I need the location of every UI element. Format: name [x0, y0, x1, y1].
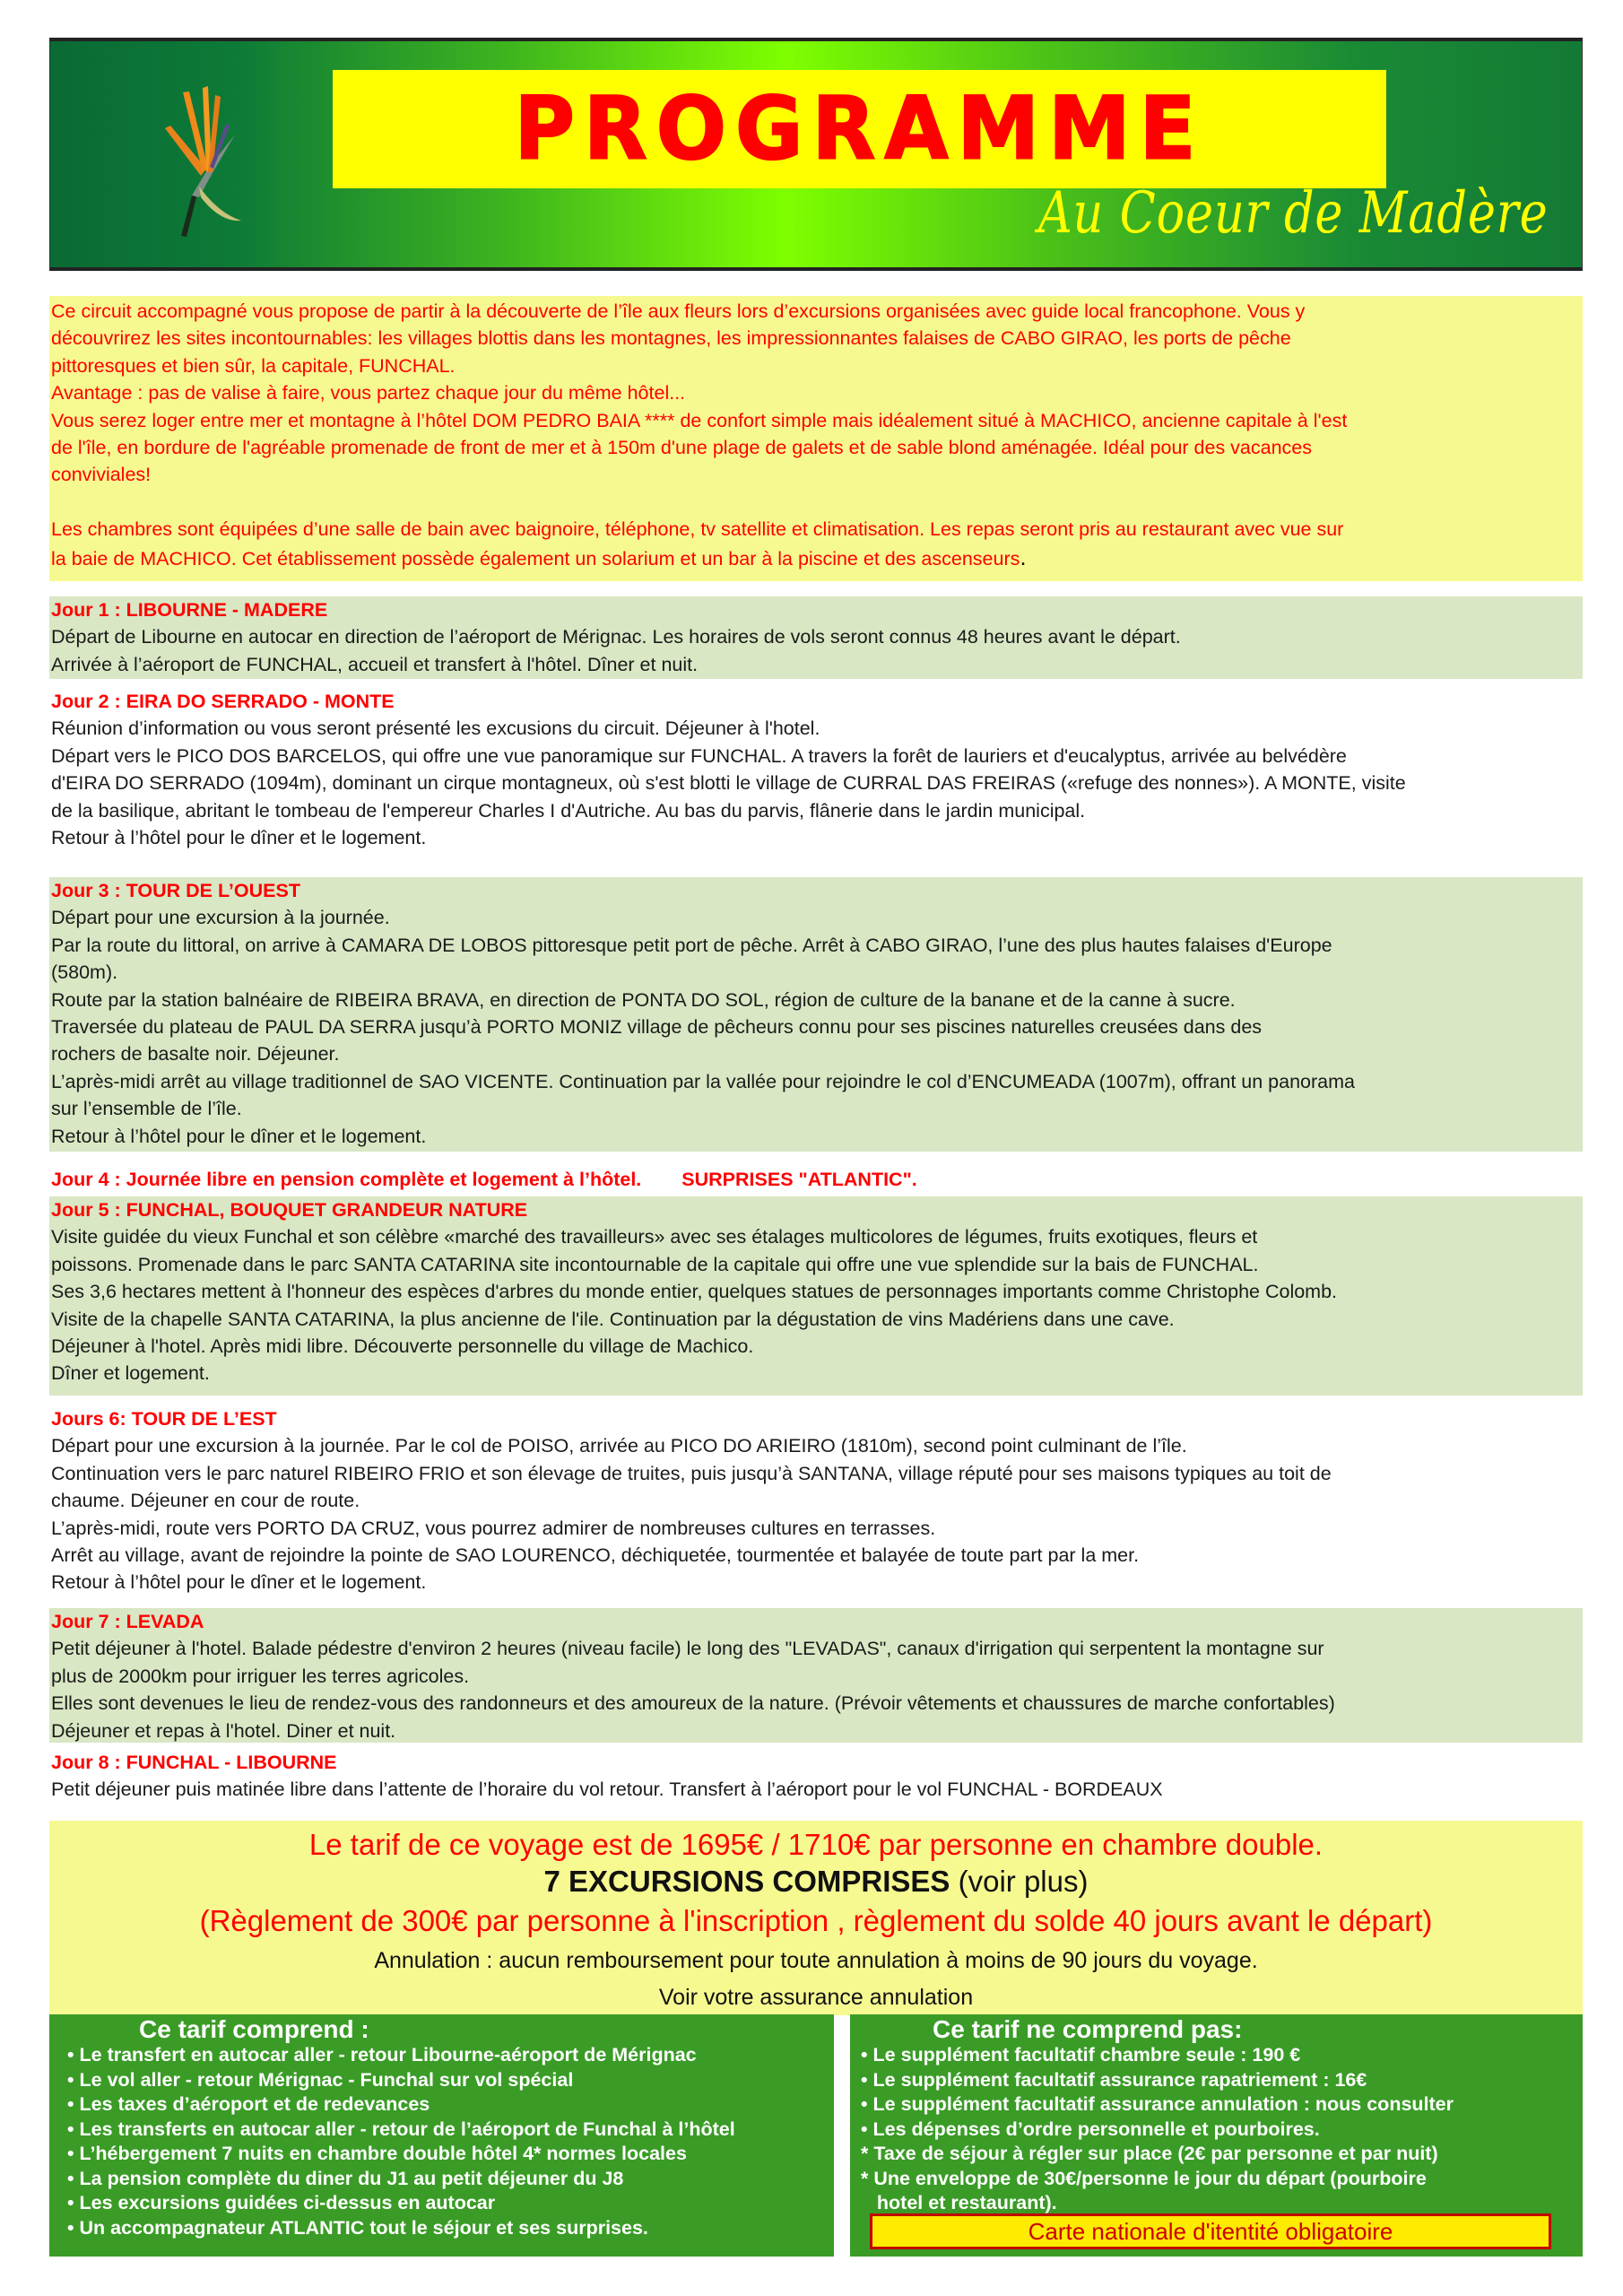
- day-line: Traversée du plateau de PAUL DA SERRA jusqu’à PORTO MONIZ village de pêcheurs connu pour ses piscines naturelles creusées dans des: [51, 1016, 1263, 1039]
- day-line: de la basilique, abritant le tombeau de l'empereur Charles I d'Autriche. Au bas du parvis, flânerie dans le jardin municipal.: [51, 799, 1086, 822]
- day-line: rochers de basalte noir. Déjeuner.: [51, 1043, 340, 1065]
- intro-line: de l'île, en bordure de l'agréable promenade de front de mer et à 150m d'une plage de galets et de sable blond aménagée. Idéal pour des vacances: [51, 437, 1313, 459]
- includes-item: • Un accompagnateur ATLANTIC tout le séjour et ses surprises.: [67, 2216, 648, 2239]
- day-line: Arrêt au village, avant de rejoindre la pointe de SAO LOURENCO, déchiquetée, tourmentée et balayée de toute part par la mer.: [51, 1544, 1140, 1567]
- day-line: Petit déjeuner puis matinée libre dans l’attente de l’horaire du vol retour. Transfert à l’aéroport pour le vol FUNCHAL - BORDEAUX: [51, 1779, 1163, 1801]
- day-line: Petit déjeuner à l'hotel. Balade pédestre d'environ 2 heures (niveau facile) le long des "LEVADAS", canaux d'irrigation qui serpentent la montagne sur: [51, 1638, 1324, 1660]
- day-title-row: [51, 1166, 1583, 1193]
- day-line: Retour à l’hôtel pour le dîner et le logement.: [51, 827, 427, 849]
- day-line: Continuation vers le parc naturel RIBEIRO FRIO et son élevage de truites, puis jusqu’à SANTANA, village réputé pour ses maisons typiques au toit de: [51, 1462, 1332, 1484]
- price-line: Le tarif de ce voyage est de 1695€ / 1710€ par personne en chambre double.: [308, 1828, 1324, 1861]
- day-line: (580m).: [51, 961, 118, 984]
- includes-item: • La pension complète du diner du J1 au petit déjeuner du J8: [67, 2167, 624, 2189]
- day-line: Par la route du littoral, on arrive à CAMARA DE LOBOS pittoresque petit port de pêche. Arrêt à CABO GIRAO, l’une des plus hautes falaises d'Europe: [51, 934, 1332, 956]
- day-8: [49, 1749, 1583, 1806]
- day-line: Route par la station balnéaire de RIBEIRA BRAVA, en direction de PONTA DO SOL, région de culture de la banane et de la canne à sucre.: [51, 988, 1236, 1011]
- surprises-note: SURPRISES "ATLANTIC".: [681, 1169, 917, 1190]
- day-line: Arrivée à l’aéroport de FUNCHAL, accueil et transfert à l'hôtel. Dîner et nuit.: [51, 653, 699, 675]
- day-title: Jour 1 : LIBOURNE - MADERE: [51, 599, 328, 621]
- day-line: Réunion d’information ou vous seront présenté les excusions du circuit. Déjeuner à l'hotel.: [51, 718, 820, 740]
- day-line: Déjeuner et repas à l'hotel. Diner et nuit.: [51, 1719, 396, 1742]
- excludes-item: • Le supplément facultatif assurance annulation : nous consulter: [861, 2093, 1454, 2115]
- day-line: Départ pour une excursion à la journée. Par le col de POISO, arrivée au PICO DO ARIEIRO (1810m), second point culminant de l’île.: [51, 1435, 1187, 1457]
- day-6: [49, 1405, 1583, 1603]
- intro-text: [49, 296, 1583, 581]
- day-line: Départ pour une excursion à la journée.: [51, 907, 390, 929]
- excludes-item: * Taxe de séjour à régler sur place (2€ par personne et par nuit): [861, 2143, 1438, 2164]
- day-line: Ses 3,6 hectares mettent à l'honneur des espèces d'arbres du monde entier, quelques statues de personnages importants comme Christophe Colomb.: [51, 1281, 1338, 1303]
- excludes-item: * Une enveloppe de 30€/personne le jour du départ (pourboire: [861, 2167, 1427, 2189]
- day-title: Jour 8 : FUNCHAL - LIBOURNE: [51, 1752, 337, 1773]
- day-line: Départ de Libourne en autocar en direction de l’aéroport de Mérignac. Les horaires de vols seront connus 48 heures avant le départ.: [51, 626, 1181, 648]
- day-title: Jour 3 : TOUR DE L’OUEST: [51, 880, 300, 901]
- excursions-line: [49, 1862, 1583, 1901]
- intro-blank-line: [51, 489, 1583, 516]
- day-title: Jour 7 : LEVADA: [51, 1611, 204, 1632]
- day-line: Elles sont devenues le lieu de rendez-vous des randonneurs et des amoureux de la nature. (Prévoir vêtements et chaussures de marche confortables): [51, 1692, 1335, 1715]
- day-line: Retour à l’hôtel pour le dîner et le logement.: [51, 1125, 427, 1147]
- day-5: [49, 1196, 1583, 1396]
- includes-item: • Les taxes d’aéroport et de redevances: [67, 2093, 430, 2115]
- includes-item: • Les transferts en autocar aller - retour de l’aéroport de Funchal à l’hôtel: [67, 2118, 735, 2140]
- intro-line: conviviales!: [51, 464, 152, 486]
- excursions-count: 7 EXCURSIONS COMPRISES: [543, 1865, 950, 1898]
- page-title: PROGRAMME: [514, 78, 1205, 179]
- excludes-item: • Le supplément facultatif chambre seule : 190 €: [861, 2044, 1301, 2066]
- excludes-item: • Les dépenses d’ordre personnelle et pourboires.: [861, 2118, 1320, 2140]
- see-more-link[interactable]: (voir plus): [950, 1865, 1089, 1898]
- day-line: Départ vers le PICO DOS BARCELOS, qui offre une vue panoramique sur FUNCHAL. A travers la forêt de lauriers et d'eucalyptus, arrivée au belvédère: [51, 744, 1347, 767]
- includes-item: • Les excursions guidées ci-dessus en autocar: [67, 2192, 496, 2213]
- intro-line: Ce circuit accompagné vous propose de partir à la découverte de l’île aux fleurs lors d’excursions organisées avec guide local francophone. Vous y: [51, 300, 1306, 322]
- day-title: Jour 5 : FUNCHAL, BOUQUET GRANDEUR NATURE: [51, 1199, 528, 1221]
- banner: [49, 38, 1583, 271]
- day-line: Visite guidée du vieux Funchal et son célèbre «marché des travailleurs» avec ses étalages multicolores de légumes, fruits exotiques, fleurs et: [51, 1226, 1258, 1248]
- day-title: Jours 6: TOUR DE L’EST: [51, 1408, 277, 1430]
- bird-of-paradise-flower-icon: [156, 79, 246, 240]
- day-line: Dîner et logement.: [51, 1362, 210, 1385]
- excludes-item: • Le supplément facultatif assurance rapatriement : 16€: [861, 2068, 1367, 2091]
- intro-line: Les chambres sont équipées d’une salle de bain avec baignoire, téléphone, tv satellite et climatisation. Les repas seront pris au restaurant avec vue sur: [51, 518, 1344, 541]
- day-2: [49, 688, 1583, 858]
- intro-line: découvrirez les sites incontournables: les villages blottis dans les montagnes, les impressionnantes falaises de CABO GIRAO, les ports de pêche: [51, 327, 1291, 350]
- excludes-title: Ce tarif ne comprend pas:: [933, 2015, 1243, 2043]
- day-line: sur l’ensemble de l’île.: [51, 1098, 242, 1120]
- day-3: [49, 877, 1583, 1152]
- price-section: [49, 1821, 1583, 2015]
- includes-title: Ce tarif comprend :: [139, 2015, 369, 2043]
- cancellation-terms: Annulation : aucun remboursement pour toute annulation à moins de 90 jours du voyage.: [374, 1948, 1258, 1973]
- day-line: plus de 2000km pour irriguer les terres agricoles.: [51, 1665, 470, 1687]
- day-line: L’après-midi, route vers PORTO DA CRUZ, vous pourrez admirer de nombreuses cultures en terrasses.: [51, 1517, 936, 1539]
- day-line: L’après-midi arrêt au village traditionnel de SAO VICENTE. Continuation par la vallée pour rejoindre le col d’ENCUMEADA (1007m), offrant un panorama: [51, 1070, 1355, 1092]
- intro-final-period: .: [1020, 543, 1027, 570]
- title-box: [333, 70, 1386, 188]
- page-subtitle: Au Coeur de Madère: [1037, 180, 1548, 247]
- day-line: Visite de la chapelle SANTA CATARINA, la plus ancienne de l'ile. Continuation par la dégustation de vins Madériens dans une cave.: [51, 1308, 1175, 1330]
- day-line: Retour à l’hôtel pour le dîner et le logement.: [51, 1571, 427, 1594]
- intro-line-last: [51, 544, 1583, 572]
- day-4: [49, 1166, 1583, 1195]
- includes-box: [49, 2014, 834, 2257]
- insurance-note: Voir votre assurance annulation: [658, 1985, 974, 2010]
- payment-terms: (Règlement de 300€ par personne à l'inscription , règlement du solde 40 jours avant le départ): [199, 1904, 1433, 1937]
- includes-item: • Le vol aller - retour Mérignac - Funchal sur vol spécial: [67, 2068, 574, 2091]
- day-title: Jour 2 : EIRA DO SERRADO - MONTE: [51, 691, 395, 712]
- intro-line-text: la baie de MACHICO. Cet établissement possède également un solarium et un bar à la piscine et des ascenseurs: [51, 547, 1020, 570]
- includes-item: • Le transfert en autocar aller - retour Libourne-aéroport de Mérignac: [67, 2044, 697, 2066]
- includes-item: • L’hébergement 7 nuits en chambre double hôtel 4* normes locales: [67, 2143, 687, 2164]
- day-1: [49, 596, 1583, 679]
- intro-line: Avantage : pas de valise à faire, vous partez chaque jour du même hôtel...: [51, 382, 686, 404]
- day-line: d'EIRA DO SERRADO (1094m), dominant un cirque montagneux, où s'est blotti le village de CURRAL DAS FREIRAS («refuge des nonnes»). A MONTE, visite: [51, 772, 1406, 795]
- id-card-notice: Carte nationale d'itentité obligatoire: [870, 2213, 1551, 2249]
- day-7: [49, 1608, 1583, 1743]
- day-line: poissons. Promenade dans le parc SANTA CATARINA site incontournable de la capitale qui offre une vue splendide sur la bais de FUNCHAL.: [51, 1253, 1259, 1275]
- excludes-item: hotel et restaurant).: [861, 2192, 1057, 2213]
- intro-line: Vous serez loger entre mer et montagne à l’hôtel DOM PEDRO BAIA **** de confort simple mais idéalement situé à MACHICO, ancienne capitale à l'est: [51, 409, 1348, 431]
- intro-line: pittoresques et bien sûr, la capitale, FUNCHAL.: [51, 354, 456, 377]
- day-line: chaume. Déjeuner en cour de route.: [51, 1490, 360, 1512]
- day-line: Déjeuner à l'hotel. Après midi libre. Découverte personnelle du village de Machico.: [51, 1335, 754, 1358]
- day-title: Jour 4 : Journée libre en pension complète et logement à l’hôtel.: [51, 1169, 642, 1190]
